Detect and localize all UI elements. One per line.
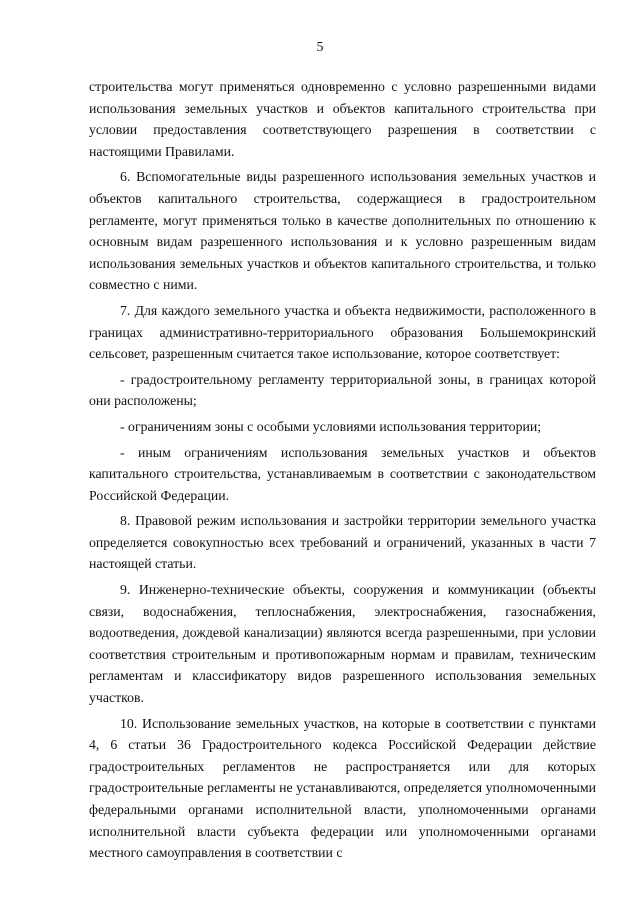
paragraph-item-6: 6. Вспомогательные виды разрешенного использования земельных участков и объектов капитального строительства, содержащиеся в градостроительном регламенте, могут применяться только в качестве дополнительных по отношению к основным видам разрешенного использования и к условно разрешенным видам использования земельных участков и объектов капитального строительства, и только совместно с ними. bbox=[89, 169, 596, 293]
paragraph-item-9: 9. Инженерно-технические объекты, сооружения и коммуникации (объекты связи, водоснабжения, теплоснабжения, электроснабжения, газоснабжения, водоотведения, дождевой канализации) являются всегда разрешенными, при условии соответствия строительным и противопожарным нормам и правилам, техническим регламентам и классификатору видов разрешенного использования земельных участков. bbox=[89, 582, 596, 706]
paragraph-item-7: 7. Для каждого земельного участка и объекта недвижимости, расположенного в границах административно-территориального образования Большемокринский сельсовет, разрешенным считается такое использование, которое соответствует: bbox=[89, 302, 596, 362]
page-number: 5 bbox=[316, 40, 324, 55]
paragraph-item-10: 10. Использование земельных участков, на которые в соответствии с пунктами 4, 6 статьи 36 Градостроительного кодекса Российской Федерации действие градостроительных регламентов не распространяется или для которых градостроительные регламенты не устанавливаются, определяется уполномоченными федеральными органами исполнительной власти, уполномоченными органами исполнительной власти субъекта федерации или уполномоченными органами местного самоуправления в соответствии с bbox=[89, 715, 596, 861]
paragraph-continuation: строительства могут применяться одновременно с условно разрешенными видами использования земельных участков и объектов капитального строительства при условии предоставления соответствующего разрешения в соответствии с настоящими Правилами. bbox=[89, 79, 596, 159]
list-item-other-restrictions: - иным ограничениям использования земельных участков и объектов капитального строительства, устанавливаемым в соответствии с законодательством Российской Федерации. bbox=[89, 444, 596, 503]
document-body bbox=[89, 76, 596, 864]
paragraph-item-8: 8. Правовой режим использования и застройки территории земельного участка определяется совокупностью всех требований и ограничений, указанных в части 7 настоящей статьи. bbox=[89, 513, 596, 572]
list-item-zone-restrictions: - ограничениям зоны с особыми условиями использования территории; bbox=[120, 418, 542, 434]
list-item-zone-regulation: - градостроительному регламенту территориальной зоны, в границах которой они расположены; bbox=[89, 371, 596, 409]
